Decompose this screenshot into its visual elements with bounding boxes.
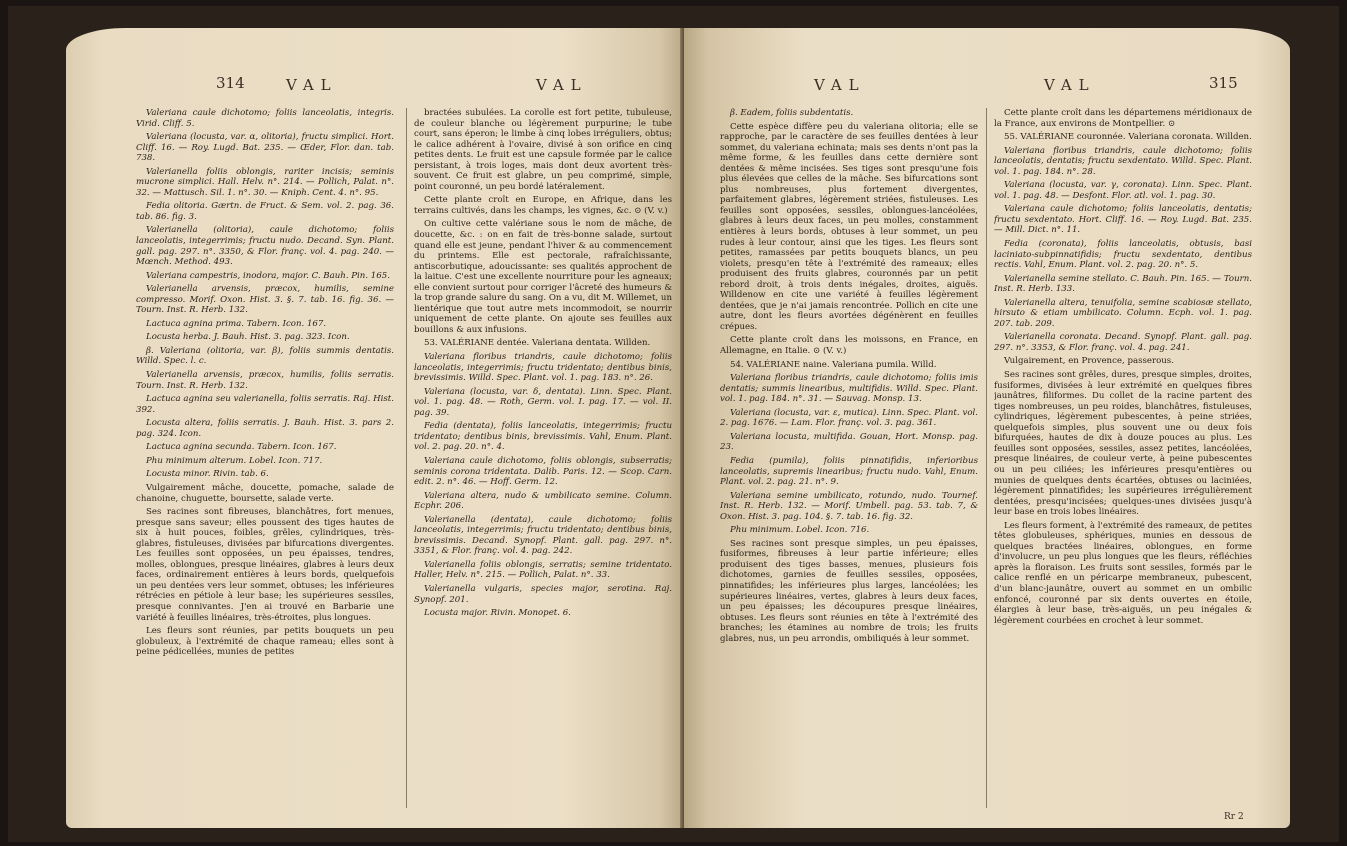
paragraph: Locusta major. Rivin. Monopet. 6. (424, 608, 571, 619)
paragraph: Phu minimum. Lobel. Icon. 716. (730, 525, 870, 536)
paragraph: Valeriana caule dichotomo; foliis lanceolatis, integris. Virid. Cliff. 5. (136, 108, 394, 129)
paragraph: On cultive cette valériane sous le nom de mâche, de doucette, &c. : on en fait de très-bonne salade, surtout quand elle est jeune, pendant l'hiver & au commencement du printems. Elle est pectorale, rafraîchissante, antiscorbutique, adoucissante: ses qualités approchent de la laitue. C'est une excellente nourriture pour les agneaux; elle convient surtout pour corriger l'âcreté des humeurs & la trop grande salure du sang. On a vu, dit M. Willemet, un lientérique que tout autre mets incommodoit, se nourrir uniquement de cette plante. On ajoute ses feuilles aux bouillons & aux infusions. (414, 219, 672, 335)
paragraph: Valerianella vulgaris, species major, serotina. Raj. Synopf. 201. (414, 583, 672, 605)
paragraph: Vulgairement mâche, doucette, pomache, salade de chanoine, chuguette, boursette, salade verte. (136, 482, 394, 504)
page-number-left: 314 (216, 74, 245, 92)
left-page (66, 28, 684, 828)
paragraph: β. Valeriana (olitoria, var. β), foliis summis dentatis. Willd. Spec. l. c. (136, 345, 394, 367)
paragraph: Valeriana floribus triandris, caule dichotomo; foliis lanceolatis, integerrimis; fructu tridentato; dentibus binis, brevissimis. Willd. Spec. Plant. vol. 1. pag. 183. n°. 26. (414, 352, 672, 384)
paragraph: Lactuca agnina secunda. Tabern. Icon. 167. (146, 442, 337, 453)
paragraph: Fedia (pumila), foliis pinnatifidis, inferioribus lanceolatis, supremis linearibus; fructu nudo. Vahl, Enum. Plant. vol. 2. pag. 21. n°. 9. (720, 455, 978, 488)
paragraph: Les fleurs sont réunies, par petits bouquets un peu globuleux, à l'extrémité de chaque rameau; elles sont à peine pédicellées, munies de petites (136, 626, 394, 658)
paragraph: Valerianella semine stellato. C. Bauh. Pin. 165. — Tourn. Inst. R. Herb. 133. (994, 273, 1252, 295)
paragraph: Fedia olitoria. Gærtn. de Fruct. & Sem. vol. 2. pag. 36. tab. 86. fig. 3. (136, 201, 394, 222)
paragraph: Valeriana locusta, multifida. Gouan, Hort. Monsp. pag. 23. (720, 431, 978, 453)
paragraph: Phu minimum alterum. Lobel. Icon. 717. (146, 455, 323, 466)
paragraph: Lactuca agnina prima. Tabern. Icon. 167. (146, 318, 327, 329)
paragraph: Valeriana floribus triandris, caule dichotomo; foliis imis dentatis; summis linearibus, multifidis. Willd. Spec. Plant. vol. 1. pag. 184. n°. 31. — Sauvag. Monsp. 13. (720, 373, 978, 405)
paragraph: 55. VALÉRIANE couronnée. Valeriana coronata. Willden. (1004, 132, 1252, 143)
left-column-1 (136, 108, 394, 812)
paragraph: Locusta minor. Rivin. tab. 6. (146, 469, 269, 480)
paragraph: Valeriana caule dichotomo, foliis oblongis, subserratis; seminis corona tridentata. Dalib. Paris. 12. — Scop. Carn. edit. 2. n°. 46. — Hoff. Germ. 12. (414, 455, 672, 488)
running-head-left-2: VAL (536, 76, 588, 94)
left-column-2 (414, 108, 672, 812)
paragraph: Valeriana (locusta, var. δ, dentata). Linn. Spec. Plant. vol. 1. pag. 48. — Roth, Germ. vol. I. pag. 17. — vol. II. pag. 39. (414, 386, 672, 418)
paragraph: Valeriana (locusta, var. ε, mutica). Linn. Spec. Plant. vol. 2. pag. 1676. — Lam. Flor. franç. vol. 3. pag. 361. (720, 407, 978, 429)
paragraph: Fedia (dentata), foliis lanceolatis, integerrimis; fructu tridentato; dentibus binis, brevissimis. Vahl, Enum. Plant. vol. 2. pag. 20. n°. 4. (414, 421, 672, 453)
paragraph: Valeriana semine umbilicato, rotundo, nudo. Tournef. Inst. R. Herb. 132. — Morif. Umbell. pag. 53. tab. 7, & Oxon. Hist. 3. pag. 104. §. 7. tab. 16. fig. 32. (720, 490, 978, 522)
paragraph: Ses racines sont presque simples, un peu épaisses, fusiformes, fibreuses à leur partie inférieure; elles produisent des tiges basses, menues, plusieurs fois dichotomes, garnies de feuilles sessiles, opposées, pinnatifides; les inférieures plus larges, lancéolées; les supérieures linéaires, vertes, glabres à leurs deux faces, un peu épaisses; les découpures presque linéaires, obtuses. Les fleurs sont réunies en tête à l'extrémité des branches; les étamines au nombre de trois; les fruits glabres, nus, un peu arrondis, ombiliqués à leur sommet. (720, 538, 978, 644)
book-spread (8, 6, 1339, 842)
paragraph: Valerianella foliis oblongis, serratis; semine tridentato. Haller, Helv. n°. 215. — Pollich, Palat. n°. 33. (414, 559, 672, 581)
paragraph: Cette plante croît en Europe, en Afrique, dans les terrains cultivés, dans les champs, les vignes, &c. ⊙ (V. v.) (414, 195, 672, 216)
paragraph: β. Eadem, foliis subdentatis. (730, 108, 854, 118)
paragraph: Ses racines sont grêles, dures, presque simples, droites, fusiformes, divisées à leur extrémité en quelques fibres jaunâtres, filiformes. Du collet de la racine partent des tiges nombreuses, un peu roides, blanchâtres, fistuleuses, cylindriques, légèrement pubescentes, à peine striées, quelquefois simples, plus souvent une ou deux fois bifurquées, hautes de dix à douze pouces au plus. Les feuilles sont opposées, sessiles, assez petites, lancéolées, presque linéaires, de couleur verte, à peine pubescentes ou un peu ciliées; les inférieures presqu'entières ou munies de quelques dents écartées, obtuses ou laciniées, légèrement pinnatifides; les supérieures irrégulièrement dentées, presqu'incisées; quelques-unes divisées jusqu'à leur base en trois lobes linéaires. (994, 370, 1252, 518)
paragraph: Locusta herba. J. Bauh. Hist. 3. pag. 323. Icon. (146, 332, 350, 343)
running-head-right-1: VAL (814, 76, 866, 94)
paragraph: Cette espèce diffère peu du valeriana olitoria; elle se rapproche, par le caractère de ses feuilles dentées à leur sommet, du valeriana echinata; mais ses dents n'ont pas la même forme, & les feuilles dans cette dernière sont dentées & même incisées. Ses tiges sont presqu'une fois plus élevées que celles de la mâche. Ses bifurcations sont plus nombreuses, plus fortement divergentes, parfaitement glabres, légèrement striées, fistuleuses. Les feuilles sont opposées, sessiles, oblongues-lancéolées, glabres à leurs deux faces, un peu molles, constamment entières à leurs bords, obtuses à leur sommet, un peu rudes à leur contour, ainsi que les tiges. Les fleurs sont petites, ramassées par petits bouquets blancs, un peu violets, presqu'en tête à l'extrémité des rameaux; elles produisent des fruits glabres, couronnés par un petit rebord droit, à trois dents inégales, droites, aiguës. Willdenow en cite une variété à feuilles légèrement dentées, que je n'ai jamais rencontrée. Pollich en cite une autre, dont les fleurs avortées dégénèrent en feuilles crépues. (720, 121, 978, 332)
paragraph: Vulgairement, en Provence, passerous. (1004, 356, 1174, 367)
paragraph: Valerianella arvensis, præcox, humilis, foliis serratis. Tourn. Inst. R. Herb. 132. (136, 370, 394, 391)
column-rule-right (986, 108, 987, 808)
paragraph: Lactuca agnina seu valerianella, foliis serratis. Raj. Hist. 392. (136, 394, 394, 415)
paragraph: Valerianella arvensis, præcox, humilis, semine compresso. Morif. Oxon. Hist. 3. §. 7. tab. 16. fig. 36. — Tourn. Inst. R. Herb. 132. (136, 284, 394, 316)
right-page (684, 28, 1290, 828)
paragraph: Valeriana (locusta, var. γ, coronata). Linn. Spec. Plant. vol. 1. pag. 48. — Desfont. Flor. atl. vol. 1. pag. 30. (994, 180, 1252, 201)
running-head-right-2: VAL (1044, 76, 1096, 94)
right-column-1 (720, 108, 978, 812)
paragraph: Valerianella coronata. Decand. Synopf. Plant. gall. pag. 297. n°. 3353, & Flor. franç. vol. 4. pag. 241. (994, 332, 1252, 353)
paragraph: 54. VALÉRIANE naine. Valeriana pumila. Willd. (730, 359, 937, 370)
paragraph: Locusta altera, foliis serratis. J. Bauh. Hist. 3. pars 2. pag. 324. Icon. (136, 418, 394, 439)
paragraph: 53. VALÉRIANE dentée. Valeriana dentata. Willden. (424, 338, 651, 349)
paragraph: Valerianella (dentata), caule dichotomo; foliis lanceolatis, integerrimis; fructu tridentato; dentibus binis, brevissimis. Decand. Synopf. Plant. gall. pag. 297. n°. 3351, & Flor. franç. vol. 4. pag. 242. (414, 514, 672, 557)
running-head-left-1: VAL (286, 76, 338, 94)
paragraph: Cette plante croît dans les départemens méridionaux de la France, aux environs de Montpellier. ⊙ (994, 108, 1252, 129)
paragraph: Valeriana caule dichotomo; foliis lanceolatis, dentatis; fructu sexdentato. Hort. Cliff. 16. — Roy. Lugd. Bat. 235. — Mill. Dict. n°. 11. (994, 204, 1252, 236)
paragraph: Valeriana altera, nudo & umbilicato semine. Column. Ecphr. 206. (414, 490, 672, 512)
paragraph: Fedia (coronata), foliis lanceolatis, obtusis, basi laciniato-subpinnatifidis; fructu sexdentato, dentibus rectis. Vahl, Enum. Plant. vol. 2. pag. 20. n°. 5. (994, 239, 1252, 271)
paragraph: Valerianella (olitoria), caule dichotomo; foliis lanceolatis, integerrimis; fructu nudo. Decand. Syn. Plant. gall. pag. 297. n°. 3350, & Flor. franç. vol. 4. pag. 240. — Mœnch. Method. 493. (136, 225, 394, 268)
page-number-right: 315 (1209, 74, 1238, 92)
paragraph: Valeriana campestris, inodora, major. C. Bauh. Pin. 165. (146, 270, 390, 281)
paragraph: Valeriana floribus triandris, caule dichotomo; foliis lanceolatis, dentatis; fructu sexdentato. Willd. Spec. Plant. vol. 1. pag. 184. n°. 28. (994, 145, 1252, 177)
paragraph: Cette plante croît dans les moissons, en France, en Allemagne, en Italie. ⊙ (V. v.) (720, 335, 978, 357)
paragraph: Ses racines sont fibreuses, blanchâtres, fort menues, presque sans saveur; elles poussent des tiges hautes de six à huit pouces, foibles, grêles, cylindriques, très-glabres, fistuleuses, divisées par bifurcations divergentes. Les feuilles sont opposées, un peu épaisses, tendres, molles, oblongues, presque linéaires, glabres à leurs deux faces, ordinairement entières à leurs bords, quelquefois un peu dentées vers leur sommet, obtuses; les inférieures rétrécies en pétiole à leur base; les supérieures sessiles, presque connivantes. J'en ai trouvé en Barbarie une variété à feuilles linéaires, très-étroites, plus longues. (136, 507, 394, 623)
paragraph: Valeriana (locusta, var. α, olitoria), fructu simplici. Hort. Cliff. 16. — Roy. Lugd. Bat. 235. — Œder, Flor. dan. tab. 738. (136, 132, 394, 164)
paragraph: Les fleurs forment, à l'extrémité des rameaux, de petites têtes globuleuses, sphériques, munies en dessous de quelques bractées linéaires, oblongues, en forme d'involucre, un peu plus longues que les fleurs, réfléchies après la floraison. Les fruits sont sessiles, formés par le calice renflé en un péricarpe membraneux, pubescent, d'un blanc-jaunâtre, ouvert au sommet en un ombilic enfoncé, couronné par six dents ouvertes en étoile, élargies à leur base, très-aiguës, un peu inégales & légèrement courbées en crochet à leur sommet. (994, 520, 1252, 626)
column-rule-left (406, 108, 407, 808)
paragraph: Valerianella foliis oblongis, rariter incisis; seminis mucrone simplici. Hall. Helv. n°. 214. — Pollich, Palat. n°. 32. — Mattusch. Sil. 1. n°. 30. — Kniph. Cent. 4. n°. 95. (136, 166, 394, 198)
paragraph: bractées subulées. La corolle est fort petite, tubuleuse, de couleur blanche ou légèrement purpurine; le tube court, sans éperon; le limbe à cinq lobes irréguliers, obtus; le calice adhérent à l'ovaire, divisé à son orifice en cinq petites dents. Le fruit est une capsule formée par le calice persistant, à trois loges, mais dont deux avortent très-souvent. Ce fruit est glabre, un peu comprimé, simple, point couronné, un peu bordé latéralement. (414, 108, 672, 192)
paragraph: Valerianella altera, tenuifolia, semine scabiosæ stellato, hirsuto & etiam umbilicato. Column. Ecph. vol. 1. pag. 207. tab. 209. (994, 297, 1252, 329)
signature-mark: Rr 2 (1224, 812, 1244, 822)
right-column-2 (994, 108, 1252, 812)
